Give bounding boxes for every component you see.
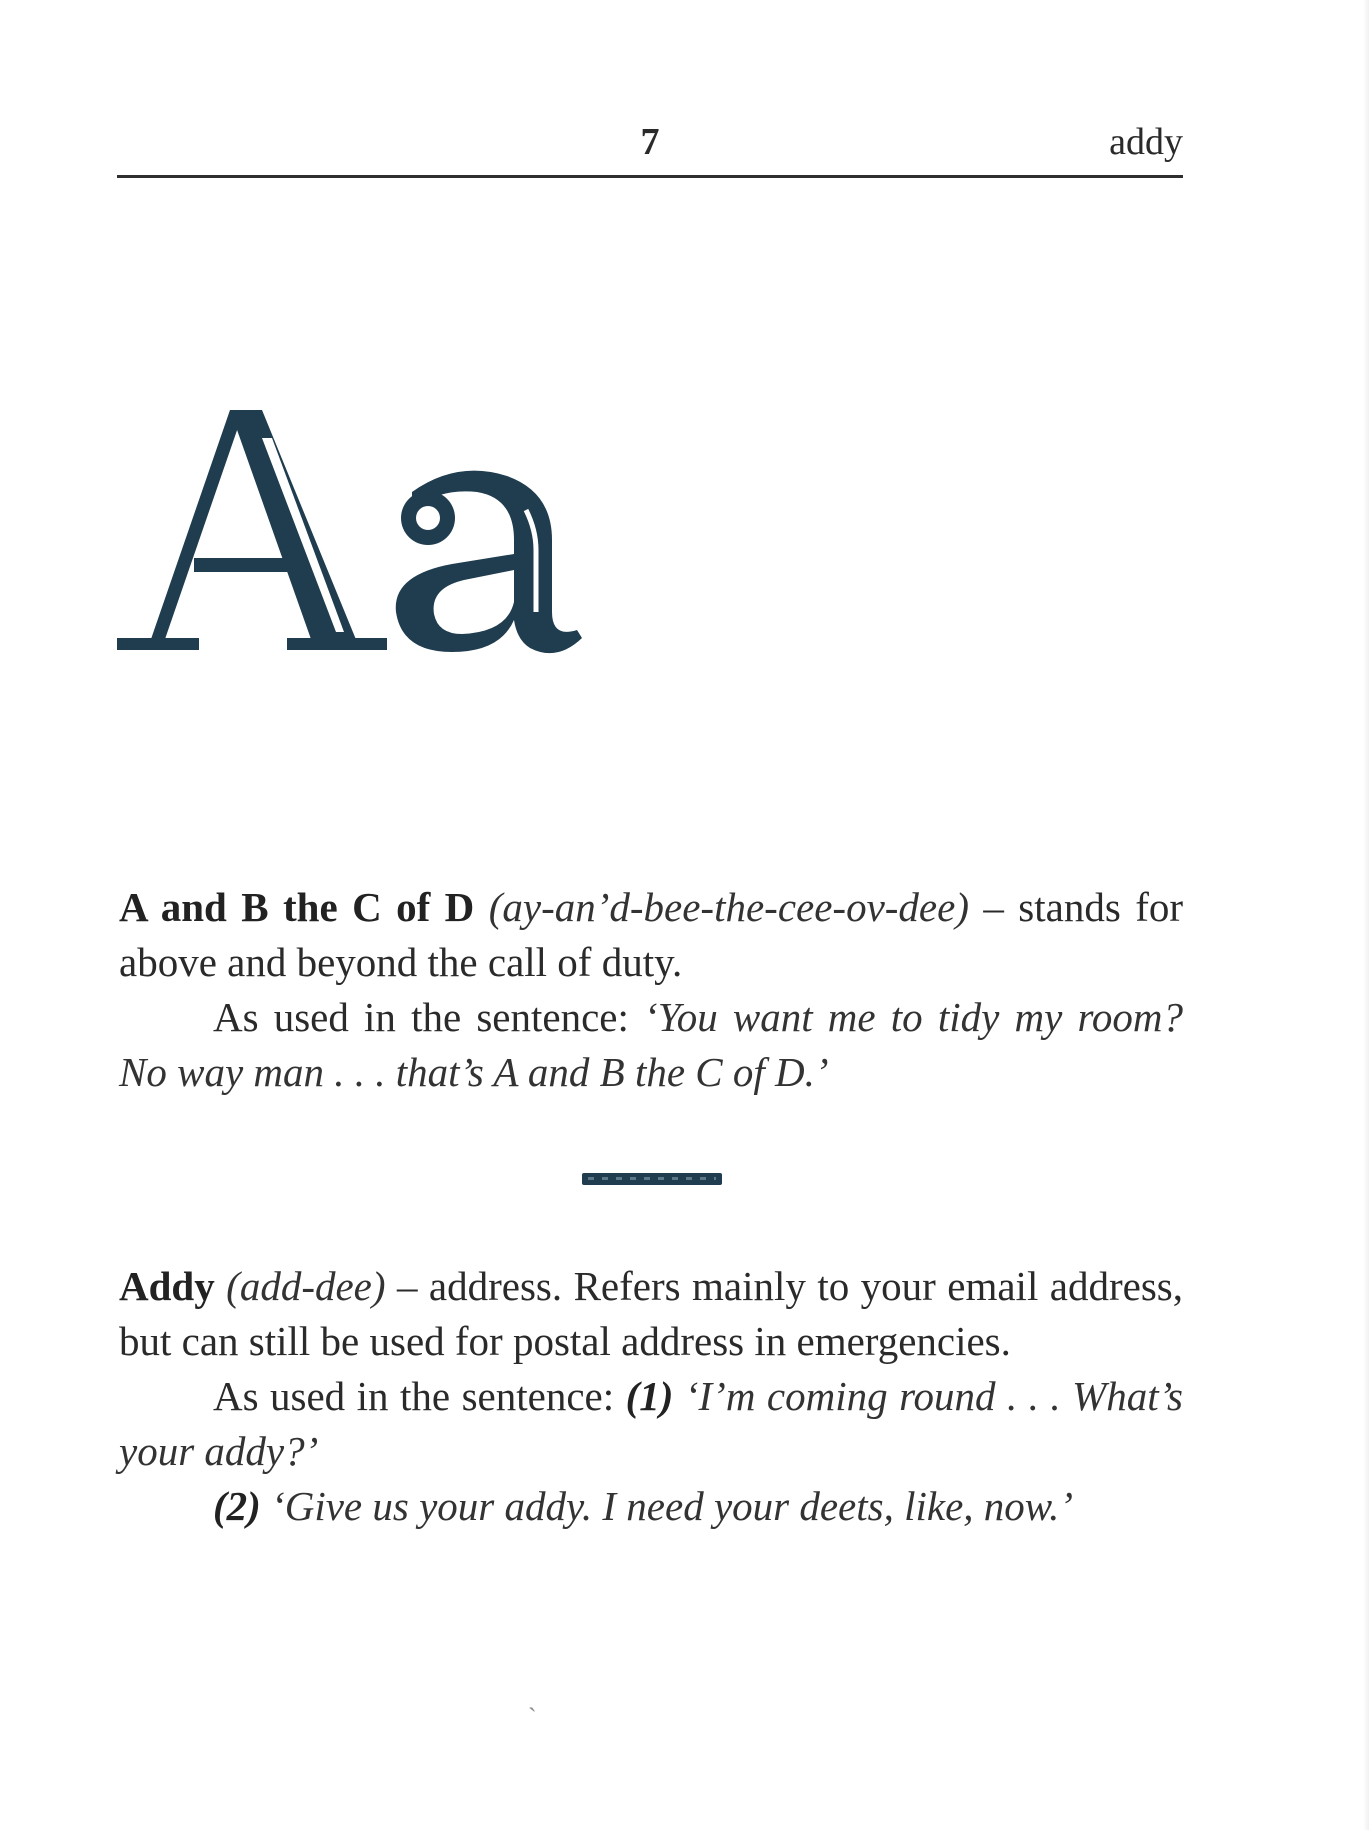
entry-usage: [119, 990, 1183, 1100]
page-header: [117, 112, 1183, 172]
running-head: addy: [1109, 121, 1183, 163]
letter-a-graphic: [112, 380, 712, 680]
entry-usage-2: [119, 1479, 1183, 1534]
example-number: (1): [625, 1373, 674, 1419]
scan-speck: ˎ: [528, 1683, 537, 1712]
usage-example: ‘I’m coming round . . . What’s your addy?’: [119, 1373, 1183, 1474]
usage-intro: As used in the sentence:: [213, 1373, 626, 1419]
page-number: 7: [640, 121, 660, 163]
entry-addy: [119, 1259, 1183, 1534]
scan-edge: [1363, 0, 1369, 1830]
usage-example: ‘You want me to tidy my room? No way man . . . that’s A and B the C of D.’: [119, 994, 1183, 1095]
section-letter-heading: [112, 380, 712, 680]
usage-example: ‘Give us your addy. I need your deets, like, now.’: [260, 1483, 1073, 1529]
entry-definition-text: – stands for above and beyond the call of duty.: [119, 884, 1184, 985]
entry-headword: A and B the C of D: [119, 884, 475, 930]
entry-definition-text: – address. Refers mainly to your email address, but can still be used for postal address in emergencies.: [119, 1263, 1183, 1364]
entry-definition: [119, 1259, 1183, 1369]
example-number: (2): [213, 1483, 261, 1529]
entry-headword: Addy: [119, 1263, 215, 1309]
lowercase-a-glyph: [396, 471, 582, 653]
entry-and-b-the-c-of-d: [119, 880, 1183, 1100]
section-divider-ornament: [582, 1173, 722, 1185]
uppercase-a-glyph: [117, 410, 387, 650]
entry-pronunciation: (ay-an’d-bee-the-cee-ov-dee): [488, 884, 969, 930]
entry-definition: [119, 880, 1183, 990]
entry-pronunciation: (add-dee): [226, 1263, 386, 1309]
usage-intro: As used in the sentence:: [213, 994, 645, 1040]
entry-usage: [119, 1369, 1183, 1479]
header-rule: [117, 175, 1183, 178]
